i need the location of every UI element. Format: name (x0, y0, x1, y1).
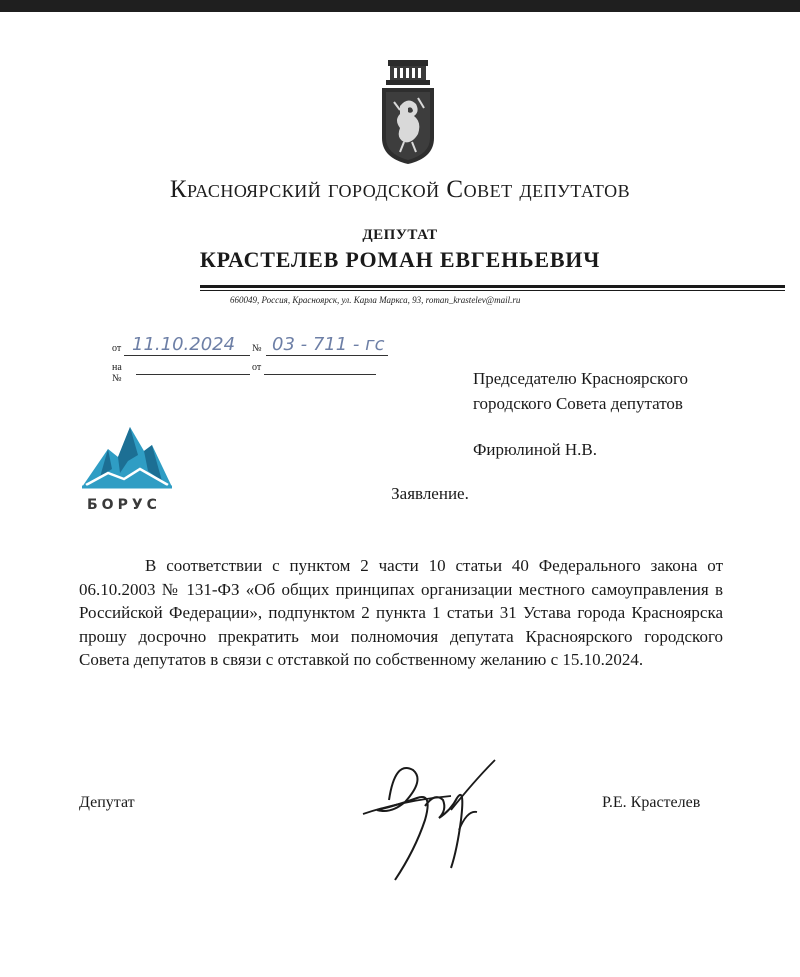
reply-number-line (136, 374, 250, 375)
header-rule-thin (200, 290, 785, 291)
from-label: от (112, 343, 122, 354)
handwritten-date: 11.10.2024 (132, 334, 236, 355)
recipient-block (473, 366, 688, 416)
signer-position: Депутат (79, 794, 135, 811)
reply-from-label: от (252, 362, 262, 373)
council-name: Красноярский городской Совет депутатов (169, 176, 631, 203)
recipient-name: Фирюлиной Н.В. (473, 440, 597, 459)
number-label: № (252, 343, 262, 354)
coat-of-arms-icon (378, 58, 438, 166)
header-rule (200, 285, 785, 288)
date-line (124, 355, 250, 356)
document-body: В соответствии с пунктом 2 части 10 статьи 40 Федерального закона от 06.10.2003 № 131-ФЗ «Об общих принципах организации местного самоуправления в Российской Федерации», подпунктом 2 пункта 1 статьи 31 Устава города Красноярска прошу досрочно прекратить мои полномочия депутата Красноярского городского Совета депутатов в связи с отставкой по собственному желанию с 15.10.2024. (79, 556, 723, 669)
logo-text: БОРУС (87, 497, 161, 513)
deputy-address: 660049, Россия, Красноярск, ул. Карла Маркса, 93, roman_krastelev@mail.ru (230, 295, 521, 305)
handwritten-signature-icon (355, 740, 525, 890)
signer-name: Р.Е. Крастелев (602, 794, 701, 811)
deputy-name: КРАСТЕЛЕВ РОМАН ЕВГЕНЬЕВИЧ (199, 247, 601, 272)
recipient-line-2: городского Совета депутатов (473, 394, 683, 413)
number-line (266, 355, 388, 356)
recipient-line-1: Председателю Красноярского (473, 369, 688, 388)
deputy-label: ДЕПУТАТ (362, 227, 438, 243)
document-title: Заявление. (391, 484, 469, 503)
reply-to-label: на № (112, 362, 122, 384)
top-bar (0, 0, 800, 12)
handwritten-number: 03 - 711 - гс (272, 334, 385, 355)
reply-date-line (264, 374, 376, 375)
